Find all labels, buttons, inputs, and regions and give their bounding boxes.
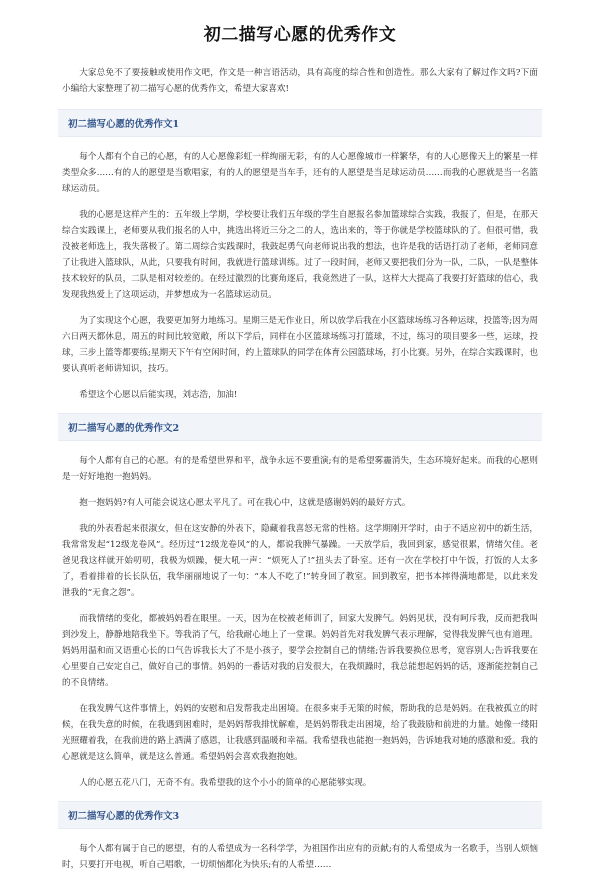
section-1-paragraph-4: 希望这个心愿以后能实现，刘志浩，加油! (79, 390, 238, 400)
intro-paragraph: 大家总免不了要接触或使用作文吧，作文是一种言语活动，具有高度的综合性和创造性。那么大家有了解过作文吗?下面小编给大家整理了初二描写心愿的优秀作文，希望大家喜欢! (62, 68, 538, 94)
section-heading-1: 初二描写心愿的优秀作文1 (58, 109, 542, 137)
section-2-paragraph-5: 在我发脾气这件事情上，妈妈的安慰和启发帮我走出困境。在很多束手无策的时候，帮助我的总是妈妈。在我被孤立的时候，在我失意的时候，在我遇到困难时，是妈妈帮我排忧解难，是妈妈帮我走出困境，给了我鼓励和前进的力量。她像一缕阳光照耀着我，在我前进的路上洒满了感恩，让我感到温暖和幸福。我希望我也能抱一抱妈妈，告诉她我对她的感激和爱。我的心愿就是这么简单，就是这么普通。希望妈妈会喜欢我抱抱她。 (62, 704, 538, 762)
section-2-paragraph-1: 每个人都有自己的心愿。有的是希望世界和平，战争永远不要重演;有的是希望雾霾消失，生态环境好起来。而我的心愿则是一好好地抱一抱妈妈。 (62, 456, 538, 482)
section-2-paragraph-3: 我的外表看起来很淑女，但在这安静的外表下，隐藏着我喜怒无常的性格。这学期刚开学时，由于不适应初中的新生活，我常常发起“12级龙卷风”。经历过“12级龙卷风”的人，都说我脾气暴躁。一天放学后，我回到家，感觉很累，情绪欠佳。老爸见我这样就开始叨叨，我极为烦躁，便大吼一声：“烦死人了!”扭头去了卧室。还有一次在学校打中午饭，打饭的人太多了，看着排着的长长队伍，我华丽丽地说了一句：“本人不吃了!”转身回了教室。回到教室，把书本摔得满地都是，以此来发泄我的“无食之怨”。 (62, 524, 538, 598)
section-2-paragraph-4: 而我情绪的变化，都被妈妈看在眼里。一天，因为在校被老师训了，回家大发脾气。妈妈见状，没有呵斥我，反而把我叫到沙发上，静静地陪我坐下。等我消了气，给我耐心地上了一堂课。妈妈首先对我发脾气表示理解，觉得我发脾气也有道理。妈妈用温和而又语重心长的口气告诉我长大了不是小孩子，要学会控制自己的情绪;告诉我要换位思考，宽容别人;告诉我要在心里要自己安定自己，做好自己的事情。妈妈的一番话对我的启发很大，在我烦躁时，我总能想起妈妈的话，逐渐能控制自己的不良情绪。 (62, 614, 538, 688)
section-heading-3: 初二描写心愿的优秀作文3 (58, 801, 542, 829)
section-1-paragraph-1: 每个人都有个自己的心愿，有的人心愿像彩虹一样绚丽无彩，有的人心愿像城市一样繁华，有的人心愿像天上的繁星一样类型众多……有的人的愿望是当歌唱家，有的人的愿望是当车手，还有的人愿望是当足球运动员……而我的心愿就是当一名篮球运动员。 (62, 152, 538, 194)
section-1-paragraph-3: 为了实现这个心愿，我要更加努力地练习。星期三是无作业日，所以放学后我在小区篮球场练习各种运球，投篮等;因为周六日两天都休息，周五的时间比较宽敞，所以下学后，同样在小区篮球场练习打篮球，不过，练习的项目要多一些，运球，投球，三步上篮等都要练;星期天下午有空闲时间，约上篮球队的同学在体育公园篮球场，打小比赛。另外，在综合实践课时，也要认真听老师讲知识，技巧。 (62, 316, 538, 374)
section-3-paragraph-1: 每个人都有属于自己的愿望，有的人希望成为一名科学学，为祖国作出应有的贡献;有的人希望成为一名歌手，当别人烦恼时，只要打开电视，听自己唱歌，一切烦恼都化为快乐;有的人希望…… (62, 844, 538, 870)
section-2-paragraph-6: 人的心愿五花八门，无奇不有。我希望我的这个小小的简单的心愿能够实现。 (79, 778, 372, 788)
section-heading-2: 初二描写心愿的优秀作文2 (58, 413, 542, 441)
section-2-paragraph-2: 抱一抱妈妈?有人可能会说这心愿太平凡了。可在我心中，这就是感谢妈妈的最好方式。 (79, 498, 411, 508)
page-title: 初二描写心愿的优秀作文 (203, 25, 397, 45)
section-1-paragraph-2: 我的心愿是这样产生的：五年级上学期，学校要让我们五年级的学生自愿报名参加篮球综合实践，我报了，但是，在那天综合实践课上，老师要从我们报名的人中，挑选出将近三分之二的人，选出来的，等于你就是学校篮球队的了。但很可惜，我没被老师选上，我失落极了。第二周综合实践课时，我鼓起勇气向老师说出我的想法，也许是我的话语打动了老师，老师同意了让我进入篮球队，从此，只要我有时间，我就进行篮球训练。过了一段时间，老师又要把我们分为一队，二队，一队是整体技术较好的队员，二队是相对较差的。在经过激烈的比赛角逐后，我竟然进了一队，这样大大提高了我要打好篮球的信心，我发现我热爱上了这项运动，并梦想成为一名篮球运动员。 (62, 210, 538, 300)
